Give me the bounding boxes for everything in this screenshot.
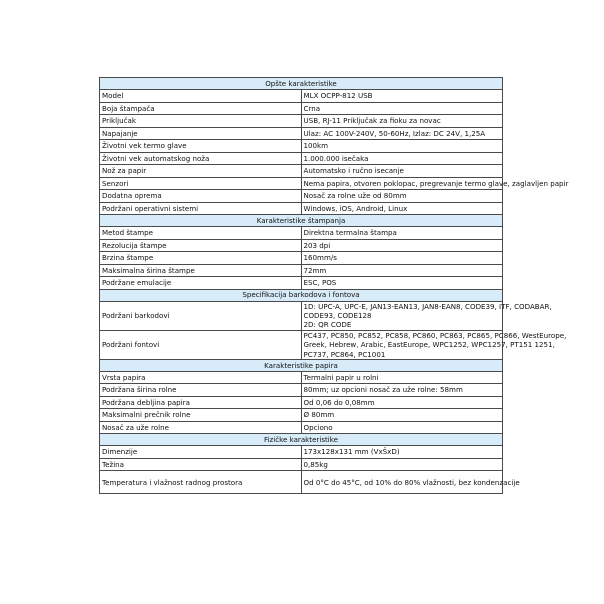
row-label: Model (100, 90, 302, 103)
row-value: 0,85kg (301, 458, 503, 471)
row-label: Podržani fontovi (100, 330, 302, 359)
spec-table (99, 77, 569, 494)
row-value: Termalni papir u rolni (301, 371, 503, 384)
value-line: 1D: UPC-A, UPC-E, JAN13-EAN13, JAN8-EAN8, CODE39, ITF, CODABAR, (303, 301, 552, 311)
table-row (100, 277, 503, 290)
section-header-printing (100, 215, 503, 227)
table-row (100, 140, 503, 153)
table-row (100, 330, 503, 359)
row-value: Nosač za rolne uže od 80mm (301, 190, 503, 203)
row-label: Podržana debljina papira (100, 396, 302, 409)
table-row (100, 190, 503, 203)
row-label: Priključak (100, 115, 302, 128)
row-value: 173x128x131 mm (VxŠxD) (301, 446, 503, 459)
row-label: Brzina štampe (100, 252, 302, 265)
section-header-general (100, 78, 503, 90)
table-row (100, 384, 503, 397)
row-label: Rezolucija štampe (100, 239, 302, 252)
row-label: Životni vek automatskog noža (100, 152, 302, 165)
table-row (100, 264, 503, 277)
row-label: Podržani barkodovi (100, 301, 302, 330)
row-value: Windows, iOS, Android, Linux (301, 202, 503, 215)
row-label: Metod štampe (100, 227, 302, 240)
section-title: Fizičke karakteristike (100, 434, 503, 446)
row-value: 203 dpi (301, 239, 503, 252)
table-row (100, 239, 503, 252)
row-label: Boja štampača (100, 102, 302, 115)
spec-sheet (99, 77, 569, 494)
table-row (100, 409, 503, 422)
row-value: Od 0,06 do 0,08mm (301, 396, 503, 409)
section-header-paper (100, 359, 503, 371)
table-row (100, 177, 503, 190)
row-value: 100km (301, 140, 503, 153)
table-row (100, 301, 503, 330)
row-value (301, 330, 567, 359)
table-row (100, 458, 503, 471)
row-value: 72mm (301, 264, 503, 277)
row-label: Dodatna oprema (100, 190, 302, 203)
table-row (100, 202, 503, 215)
row-value: Crna (301, 102, 503, 115)
table-row (100, 471, 503, 494)
value-line: Greek, Hebrew, Arabic, EastEurope, WPC1252, WPC1257, PT151 1251, (303, 340, 555, 350)
row-value: ESC, POS (301, 277, 503, 290)
row-value: Automatsko i ručno isecanje (301, 165, 503, 178)
table-row (100, 152, 503, 165)
row-value: 1.000.000 isečaka (301, 152, 503, 165)
row-label: Podržani operativni sistemi (100, 202, 302, 215)
row-label: Vrsta papira (100, 371, 302, 384)
section-title: Opšte karakteristike (100, 78, 503, 90)
row-label: Senzori (100, 177, 302, 190)
row-label: Maksimalna širina štampe (100, 264, 302, 277)
row-label: Dimenzije (100, 446, 302, 459)
row-value: 80mm; uz opcioni nosač za uže rolne: 58mm (301, 384, 503, 397)
row-value: Ulaz: AC 100V-240V, 50-60Hz, Izlaz: DC 24V, 1,25A (301, 127, 503, 140)
value-line: 2D: QR CODE (303, 320, 352, 330)
table-row (100, 396, 503, 409)
table-row (100, 252, 503, 265)
row-value: MLX OCPP-812 USB (301, 90, 503, 103)
section-title: Karakteristike štampanja (100, 215, 503, 227)
row-label: Podržana širina rolne (100, 384, 302, 397)
row-value: Direktna termalna štampa (301, 227, 503, 240)
section-title: Specifikacija barkodova i fontova (100, 289, 503, 301)
row-value: Nema papira, otvoren poklopac, pregrevanje termo glave, zaglavljen papir (301, 177, 503, 190)
row-label: Nož za papir (100, 165, 302, 178)
row-label: Nosač za uže rolne (100, 421, 302, 434)
table-row (100, 127, 503, 140)
value-line: CODE93, CODE128 (303, 310, 372, 320)
row-value: USB, RJ-11 Priključak za fioku za novac (301, 115, 503, 128)
table-row (100, 371, 503, 384)
row-label: Maksimalni prečnik rolne (100, 409, 302, 422)
row-value: 160mm/s (301, 252, 503, 265)
table-row (100, 90, 503, 103)
row-value: Ø 80mm (301, 409, 503, 422)
row-value: Opciono (301, 421, 503, 434)
table-row (100, 102, 503, 115)
value-line: PC437, PC850, PC852, PC858, PC860, PC863, PC865, PC866, WestEurope, (303, 330, 567, 340)
table-row (100, 165, 503, 178)
row-label: Težina (100, 458, 302, 471)
section-header-physical (100, 434, 503, 446)
row-label: Napajanje (100, 127, 302, 140)
value-line: PC737, PC864, PC1001 (303, 349, 386, 359)
table-row (100, 446, 503, 459)
row-value: Od 0°C do 45°C, od 10% do 80% vlažnosti, bez kondenzacije (301, 471, 503, 494)
row-label: Temperatura i vlažnost radnog prostora (100, 471, 302, 494)
table-row (100, 421, 503, 434)
table-row (100, 115, 503, 128)
section-header-barcodes-fonts (100, 289, 503, 301)
table-row (100, 227, 503, 240)
row-label: Životni vek termo glave (100, 140, 302, 153)
row-value (301, 301, 552, 330)
section-title: Karakteristike papira (100, 359, 503, 371)
row-label: Podržane emulacije (100, 277, 302, 290)
